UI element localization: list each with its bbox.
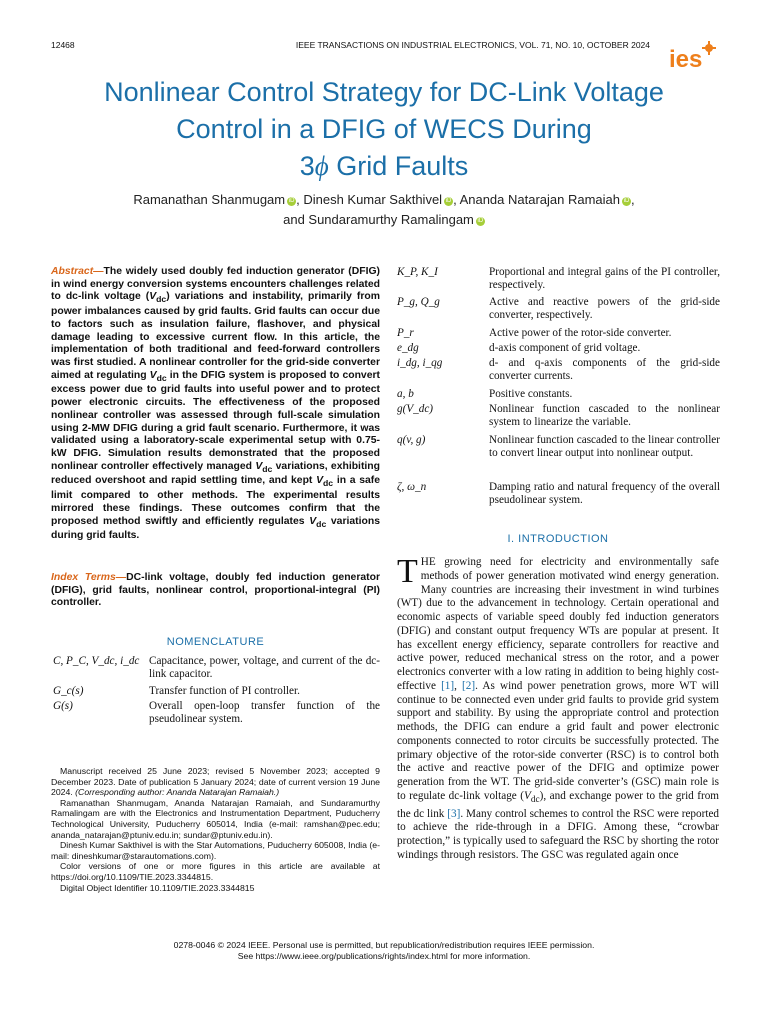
citation-link[interactable]: [1]: [441, 679, 455, 692]
abstract-label: Abstract—: [51, 266, 104, 277]
nomenclature-symbol: a, b: [397, 388, 414, 400]
paper-title: Nonlinear Control Strategy for DC-Link Voltage Control in a DFIG of WECS During 3ϕ Grid Faults: [104, 77, 664, 181]
nomenclature-definition: Damping ratio and natural frequency of the overall pseudolinear system.: [489, 481, 720, 507]
nomenclature-definition: Nonlinear function cascaded to the nonlinear system to linearize the variable.: [489, 403, 720, 429]
index-terms-label: Index Terms—: [51, 572, 127, 583]
footnote-manuscript: Manuscript received 25 June 2023; revised 5 November 2023; accepted 9 December 2023. Date of publication 5 January 2024; date of current version 19 June 2024. (Corresponding author: Ananda Natarajan Ramaiah.): [51, 766, 380, 798]
nomenclature-definition: d-axis component of grid voltage.: [489, 342, 641, 354]
nomenclature-symbol: q(v, g): [397, 434, 426, 446]
nomenclature-definition: Active and reactive powers of the grid-side converter, respectively.: [489, 296, 720, 322]
footnotes: [51, 766, 380, 893]
nomenclature-symbol: i_dg, i_qg: [397, 357, 443, 369]
author-list: Ramanathan Shanmugam iD , Dinesh Kumar Sakthivel iD , Ananda Natarajan Ramaiah iD , and Sundaramurthy Ramalingam iD: [133, 192, 635, 227]
page-number: 12468: [51, 40, 75, 50]
nomenclature-definition: Nonlinear function cascaded to the linear controller to convert linear output into nonlinear output.: [489, 434, 720, 460]
logo-text: ies: [669, 46, 703, 73]
orcid-icon[interactable]: iD: [445, 198, 452, 204]
footnote-color-figures: Color versions of one or more figures in this article are available at https://doi.org/10.1109/TIE.2023.3344815.: [51, 861, 380, 882]
nomenclature-symbol: P_g, Q_g: [397, 296, 440, 308]
citation-link[interactable]: [2]: [462, 679, 476, 692]
nomenclature-symbol: g(V_dc): [397, 403, 434, 415]
nomenclature-heading: NOMENCLATURE: [166, 636, 265, 648]
nomenclature-definition: Active power of the rotor-side converter.: [489, 327, 672, 339]
abstract: Abstract—The widely used doubly fed induction generator (DFIG) in wind energy conversion systems encounters challenges related to dc-link voltage $(V_{dc})$ variations and instability, primarily from power imbalances caused by grid faults. Grid faults can occur due to factors such as insulation failure, flashover, and physical damage leading to excessive current flow. In this article, the implementation of both traditional and feed-forward controllers was first studied. A nonlinear controller for the grid-side converter aimed at regulating $V_{dc}$ in the DFIG system is proposed to convert excess power due to grid faults into useful power and to protect power electronic circuits. The effectiveness of the proposed nonlinear controller was assessed through full-scale simulation using 2-MW DFIG during a grid fault scenario. Furthermore, it was validated using a laboratory-scale experimental setup with 0.75-kW DFIG. Simulation results demonstrated that the proposed nonlinear controller effectively managed $V_{dc}$ variations, exhibiting reduced overshoot and rapid settling time, and kept $V_{dc}$ in a safe limit compared to other methods. The experimental results mirrored these findings. These outcomes confirm that the proposed method swiftly and efficiently regulates $V_{dc}$ variations during grid faults.: [51, 266, 380, 542]
nomenclature-definition: Transfer function of PI controller.: [149, 685, 300, 697]
nomenclature-definition: Proportional and integral gains of the PI controller, respectively.: [489, 266, 720, 292]
section-heading: I. INTRODUCTION: [507, 533, 609, 545]
citation-link[interactable]: [3]: [447, 807, 461, 820]
author-name: , Dinesh Kumar Sakthivel: [296, 192, 443, 207]
author-name: , Ananda Natarajan Ramaiah: [453, 192, 621, 207]
orcid-icon[interactable]: iD: [623, 198, 630, 204]
nomenclature-symbol: C, P_C, V_dc, i_dc: [53, 655, 140, 667]
nomenclature-symbol: G(s): [53, 700, 73, 712]
drop-cap: T: [397, 553, 418, 590]
nomenclature-symbol: K_P, K_I: [397, 266, 438, 278]
orcid-icon[interactable]: iD: [477, 218, 484, 224]
footnote-affiliation: Ramanathan Shanmugam, Ananda Natarajan Ramaiah, and Sundaramurthy Ramalingam are with the Electronics and Instrumentation Department, Puducherry Technological University, Puducherry 605014, India (e-mail: ramshan@pec.edu; ananda_natarajan@ptuniv.edu.in; sundar@ptuniv.edu.in).: [51, 797, 380, 840]
gear-icon: [702, 41, 716, 55]
footnote-doi: Digital Object Identifier 10.1109/TIE.2023.3344815: [60, 882, 255, 893]
orcid-icon[interactable]: iD: [288, 198, 295, 204]
introduction-text: THE growing need for electricity and environmentally safe methods of power generation motivated wind energy generation. Many countries are increasing their investment in wind turbines (WT) due to the advancement in technology. Certain operational and economic aspects of variable speed doubly fed induction generators (DFIG) and constant output frequency WTs are popular at present. It has excellent energy efficiency, separate controllers for reactive and active power, reduced mechanical stress on the rotor, and a power electronics converter with a low rating in addition to being highly cost-effective [1], [2]. As wind power penetration grows, more WT will continue to be connected even under grid faults to provide grid system support and stability. By using the appropriate control and protection methods, the DFIG can endure a grid fault and power electronic components connected to rotor circuits be successfully protected. The primary objective of the rotor-side converter (RSC) is to control both the active and reactive power of the DFIG and optimize power generation from the WT. The grid-side converter’s (GSC) main role is to regulate dc-link voltage $(V_{dc})$, and exchange power to the grid from the dc link [3]. Many control schemes to control the RSC were reported to achieve the ride-through in a DFIG. Among these, “crowbar protection,” is typically used to safeguard the RSC by shorting the rotor windings through resistors. The GSC was regulated again once: [397, 553, 719, 861]
footnote-affiliation: Dinesh Kumar Sakthivel is with the Star Automations, Puducherry 605008, India (e-mail: dineshkumar@starautomations.com).: [51, 840, 380, 861]
author-name: and Sundaramurthy Ramalingam: [283, 212, 474, 227]
copyright-link[interactable]: See https://www.ieee.org/publications/rights/index.html for more information.: [237, 951, 531, 961]
nomenclature-symbol: e_dg: [397, 342, 419, 354]
nomenclature-definition: d- and q-axis components of the grid-side converter currents.: [489, 357, 720, 383]
nomenclature-symbol: ζ, ω_n: [397, 481, 427, 493]
nomenclature-symbol: P_r: [397, 327, 414, 339]
ies-logo: [665, 40, 720, 74]
copyright-notice: 0278-0046 © 2024 IEEE. Personal use is permitted, but republication/redistribution requires IEEE permission.: [173, 940, 595, 950]
journal-header: IEEE TRANSACTIONS ON INDUSTRIAL ELECTRONICS, VOL. 71, NO. 10, OCTOBER 2024: [295, 40, 650, 50]
author-name: Ramanathan Shanmugam: [133, 192, 286, 207]
nomenclature-definition: Positive constants.: [489, 388, 573, 400]
nomenclature-symbol: G_c(s): [53, 685, 84, 697]
nomenclature-definition: Overall open-loop transfer function of the pseudolinear system.: [149, 700, 380, 726]
index-terms: Index Terms—DC-link voltage, doubly fed induction generator (DFIG), grid faults, nonlinear control, proportional-integral (PI) controller.: [51, 572, 380, 609]
nomenclature-definition: Capacitance, power, voltage, and current of the dc-link capacitor.: [149, 655, 380, 681]
